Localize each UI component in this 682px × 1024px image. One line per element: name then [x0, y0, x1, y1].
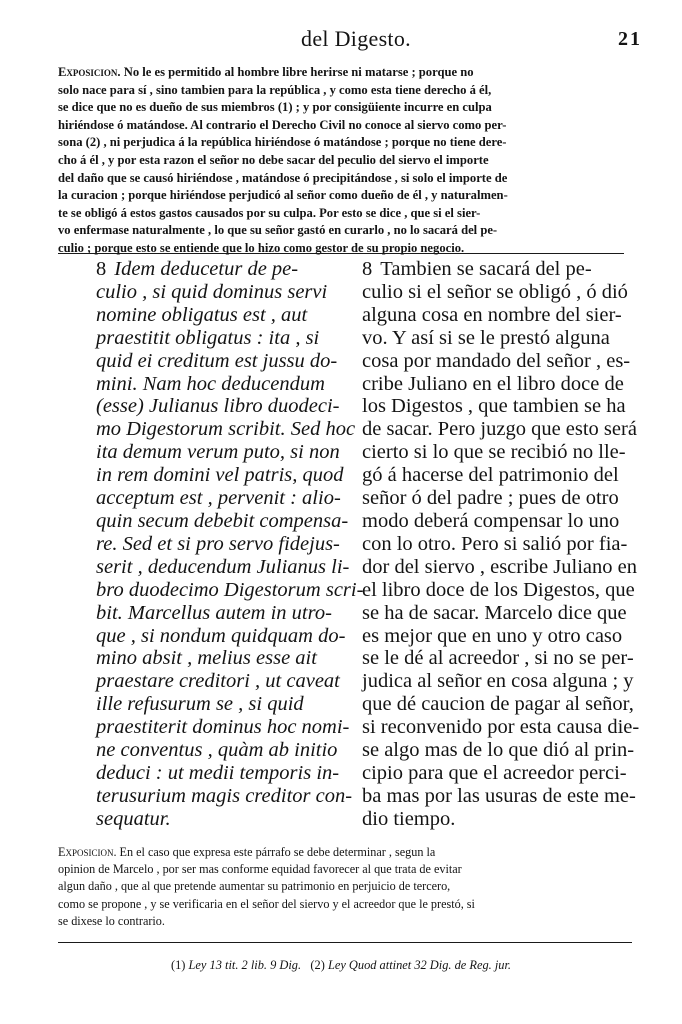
latin-line: deduci : ut medii temporis in- — [96, 761, 340, 784]
footnote-1-mark: (1) — [170, 958, 186, 972]
latin-line: re. Sed et si pro servo fidejus- — [96, 532, 340, 555]
note-top-line: te se obligó á estos gastos causados por su culpa. Por esto se dice , que si el sier- — [58, 205, 481, 220]
note-top-line: se dice que no es dueño de sus miembros (1) ; y por consigüiente incurre en culpa — [58, 100, 492, 115]
latin-line: mino absit , melius esse ait — [96, 647, 317, 670]
latin-line: nomine obligatus est , aut — [96, 303, 308, 326]
note-top-line-text: No le es permitido al hombre libre herirse ni matarse ; porque no — [123, 65, 474, 79]
note-top-line: la curacion ; porque hiriéndose perjudicó al señor como dueño de él , y naturalmen- — [58, 188, 508, 203]
latin-line: mini. Nam hoc deducendum — [96, 372, 325, 395]
exposition-note-bottom — [58, 844, 624, 930]
note-top-line: vo enfermase naturalmente , lo que su señor gastó en curarlo , no lo sacará del pe- — [58, 223, 498, 238]
spanish-line: gó á hacerse del patrimonio del — [362, 464, 619, 487]
latin-line: ita demum verum puto, si non — [96, 441, 340, 464]
note-top-line: solo nace para sí , sino tambien para la república , y como esta tiene derecho á él, — [58, 82, 492, 97]
latin-line: mo Digestorum scribit. Sed hoc — [96, 418, 356, 441]
latin-line: serit , deducendum Julianus li- — [96, 555, 350, 578]
latin-line: bit. Marcellus autem in utro- — [96, 601, 332, 624]
spanish-line: se le dé al acreedor , si no se per- — [362, 647, 634, 670]
spanish-line: alguna cosa en nombre del sier- — [362, 303, 622, 326]
spanish-line: culio si el señor se obligó , ó dió — [362, 280, 628, 303]
latin-line: praestare creditori , ut caveat — [96, 670, 340, 693]
footnote-1-text: Ley 13 tit. 2 lib. 9 Dig. — [188, 958, 302, 972]
spanish-line: de sacar. Pero juzgo que esto será — [362, 418, 637, 441]
spanish-line: el libro doce de los Digestos, que — [362, 578, 635, 601]
latin-line — [96, 258, 346, 281]
note-bottom-line: opinion de Marcelo , por ser mas conforme equidad favorecer al que trata de evitar — [58, 862, 462, 877]
footnotes — [0, 958, 682, 973]
latin-line: in rem domini vel patris, quod — [96, 464, 344, 487]
spanish-line: los Digestos , que tambien se ha — [362, 395, 626, 418]
spanish-line: es mejor que en uno y otro caso — [362, 624, 623, 647]
spanish-line: dor del siervo , escribe Juliano en — [362, 555, 637, 578]
spanish-line: cipio para que el acreedor perci- — [362, 761, 627, 784]
note-top-line — [58, 64, 624, 82]
latin-line: terusurium magis creditor con- — [96, 784, 353, 807]
latin-column — [96, 258, 364, 831]
latin-line: sequatur. — [96, 807, 171, 830]
latin-line: ille refusurum se , si quid — [96, 693, 304, 716]
page-header — [70, 26, 642, 56]
spanish-line: señor ó del padre ; pues de otro — [362, 487, 619, 510]
spanish-line: dio tiempo. — [362, 807, 456, 830]
spanish-column — [362, 258, 640, 831]
latin-line: (esse) Julianus libro duodeci- — [96, 395, 340, 418]
spanish-line-text: Tambien se sacará del pe- — [380, 258, 592, 280]
latin-line: culio , si quid dominus servi — [96, 280, 328, 303]
note-top-line: sona (2) , ni perjudica á la república hiriéndose ó matándose ; porque no tiene dere- — [58, 135, 507, 150]
spanish-line: vo. Y así si se le prestó alguna — [362, 326, 610, 349]
spanish-line: cosa por mandado del señor , es- — [362, 349, 631, 372]
latin-paragraph-number: 8 — [96, 258, 107, 280]
running-title: del Digesto. — [301, 26, 411, 51]
note-top-line: culio ; porque esto se entiende que lo hizo como gestor de su propio negocio. — [58, 240, 465, 255]
exposition-label: Exposicion. — [58, 845, 117, 859]
note-bottom-line: algun daño , que al que pretende aumentar su patrimonio en perjuicio de tercero, — [58, 879, 451, 894]
footnote-2-text: Ley Quod attinet 32 Dig. de Reg. jur. — [327, 958, 512, 972]
top-rule — [58, 253, 624, 254]
note-bottom-line: se dixese lo contrario. — [58, 913, 165, 928]
note-bottom-line: como se propone , y se verificaria en el señor del siervo y el acreedor que le prestó, si — [58, 896, 475, 911]
note-top-line: hiriéndose ó matándose. Al contrario el Derecho Civil no conoce al siervo como per- — [58, 117, 507, 132]
page-number: 21 — [618, 28, 642, 50]
latin-line: praestiterit dominus hoc nomi- — [96, 716, 350, 739]
latin-line: quid ei creditum est jussu do- — [96, 349, 338, 372]
note-top-line: cho á él , y por esta razon el señor no debe sacar del peculio del siervo el importe — [58, 152, 489, 167]
note-bottom-line-text: En el caso que expresa este párrafo se debe determinar , segun la — [119, 845, 436, 859]
spanish-line — [362, 258, 624, 281]
footnote-2-mark: (2) — [310, 958, 325, 972]
spanish-line: se ha de sacar. Marcelo dice que — [362, 601, 627, 624]
latin-line: bro duodecimo Digestorum scri- — [96, 578, 364, 601]
footnote-rule — [58, 942, 632, 943]
spanish-line: cribe Juliano en el libro doce de — [362, 372, 624, 395]
spanish-line: ba mas por las usuras de este me- — [362, 784, 636, 807]
latin-line-text: Idem deducetur de pe- — [114, 258, 299, 280]
parallel-columns — [96, 258, 640, 834]
latin-line: que , si nondum quidquam do- — [96, 624, 346, 647]
latin-line: praestitit obligatus : ita , si — [96, 326, 320, 349]
spanish-line: judica al señor en cosa alguna ; y — [362, 670, 634, 693]
latin-line: acceptum est , pervenit : alio- — [96, 487, 341, 510]
spanish-line: cierto si lo que se recibió no lle- — [362, 441, 626, 464]
latin-line: quin secum debebit compensa- — [96, 509, 349, 532]
spanish-line: que dé caucion de pagar al señor, — [362, 693, 634, 716]
exposition-label: Exposicion. — [58, 65, 121, 79]
spanish-line: se algo mas de lo que dió al prin- — [362, 739, 635, 762]
spanish-line: si reconvenido por esta causa die- — [362, 716, 640, 739]
latin-line: ne conventus , quàm ab initio — [96, 739, 338, 762]
note-bottom-line — [58, 844, 624, 861]
spanish-line: modo deberá compensar lo uno — [362, 509, 620, 532]
exposition-note-top — [58, 64, 624, 258]
spanish-paragraph-number: 8 — [362, 258, 373, 280]
spanish-line: con lo otro. Pero si salió por fia- — [362, 532, 628, 555]
note-top-line: del daño que se causó hiriéndose , matándose ó precipitándose , si solo el importe de — [58, 170, 508, 185]
